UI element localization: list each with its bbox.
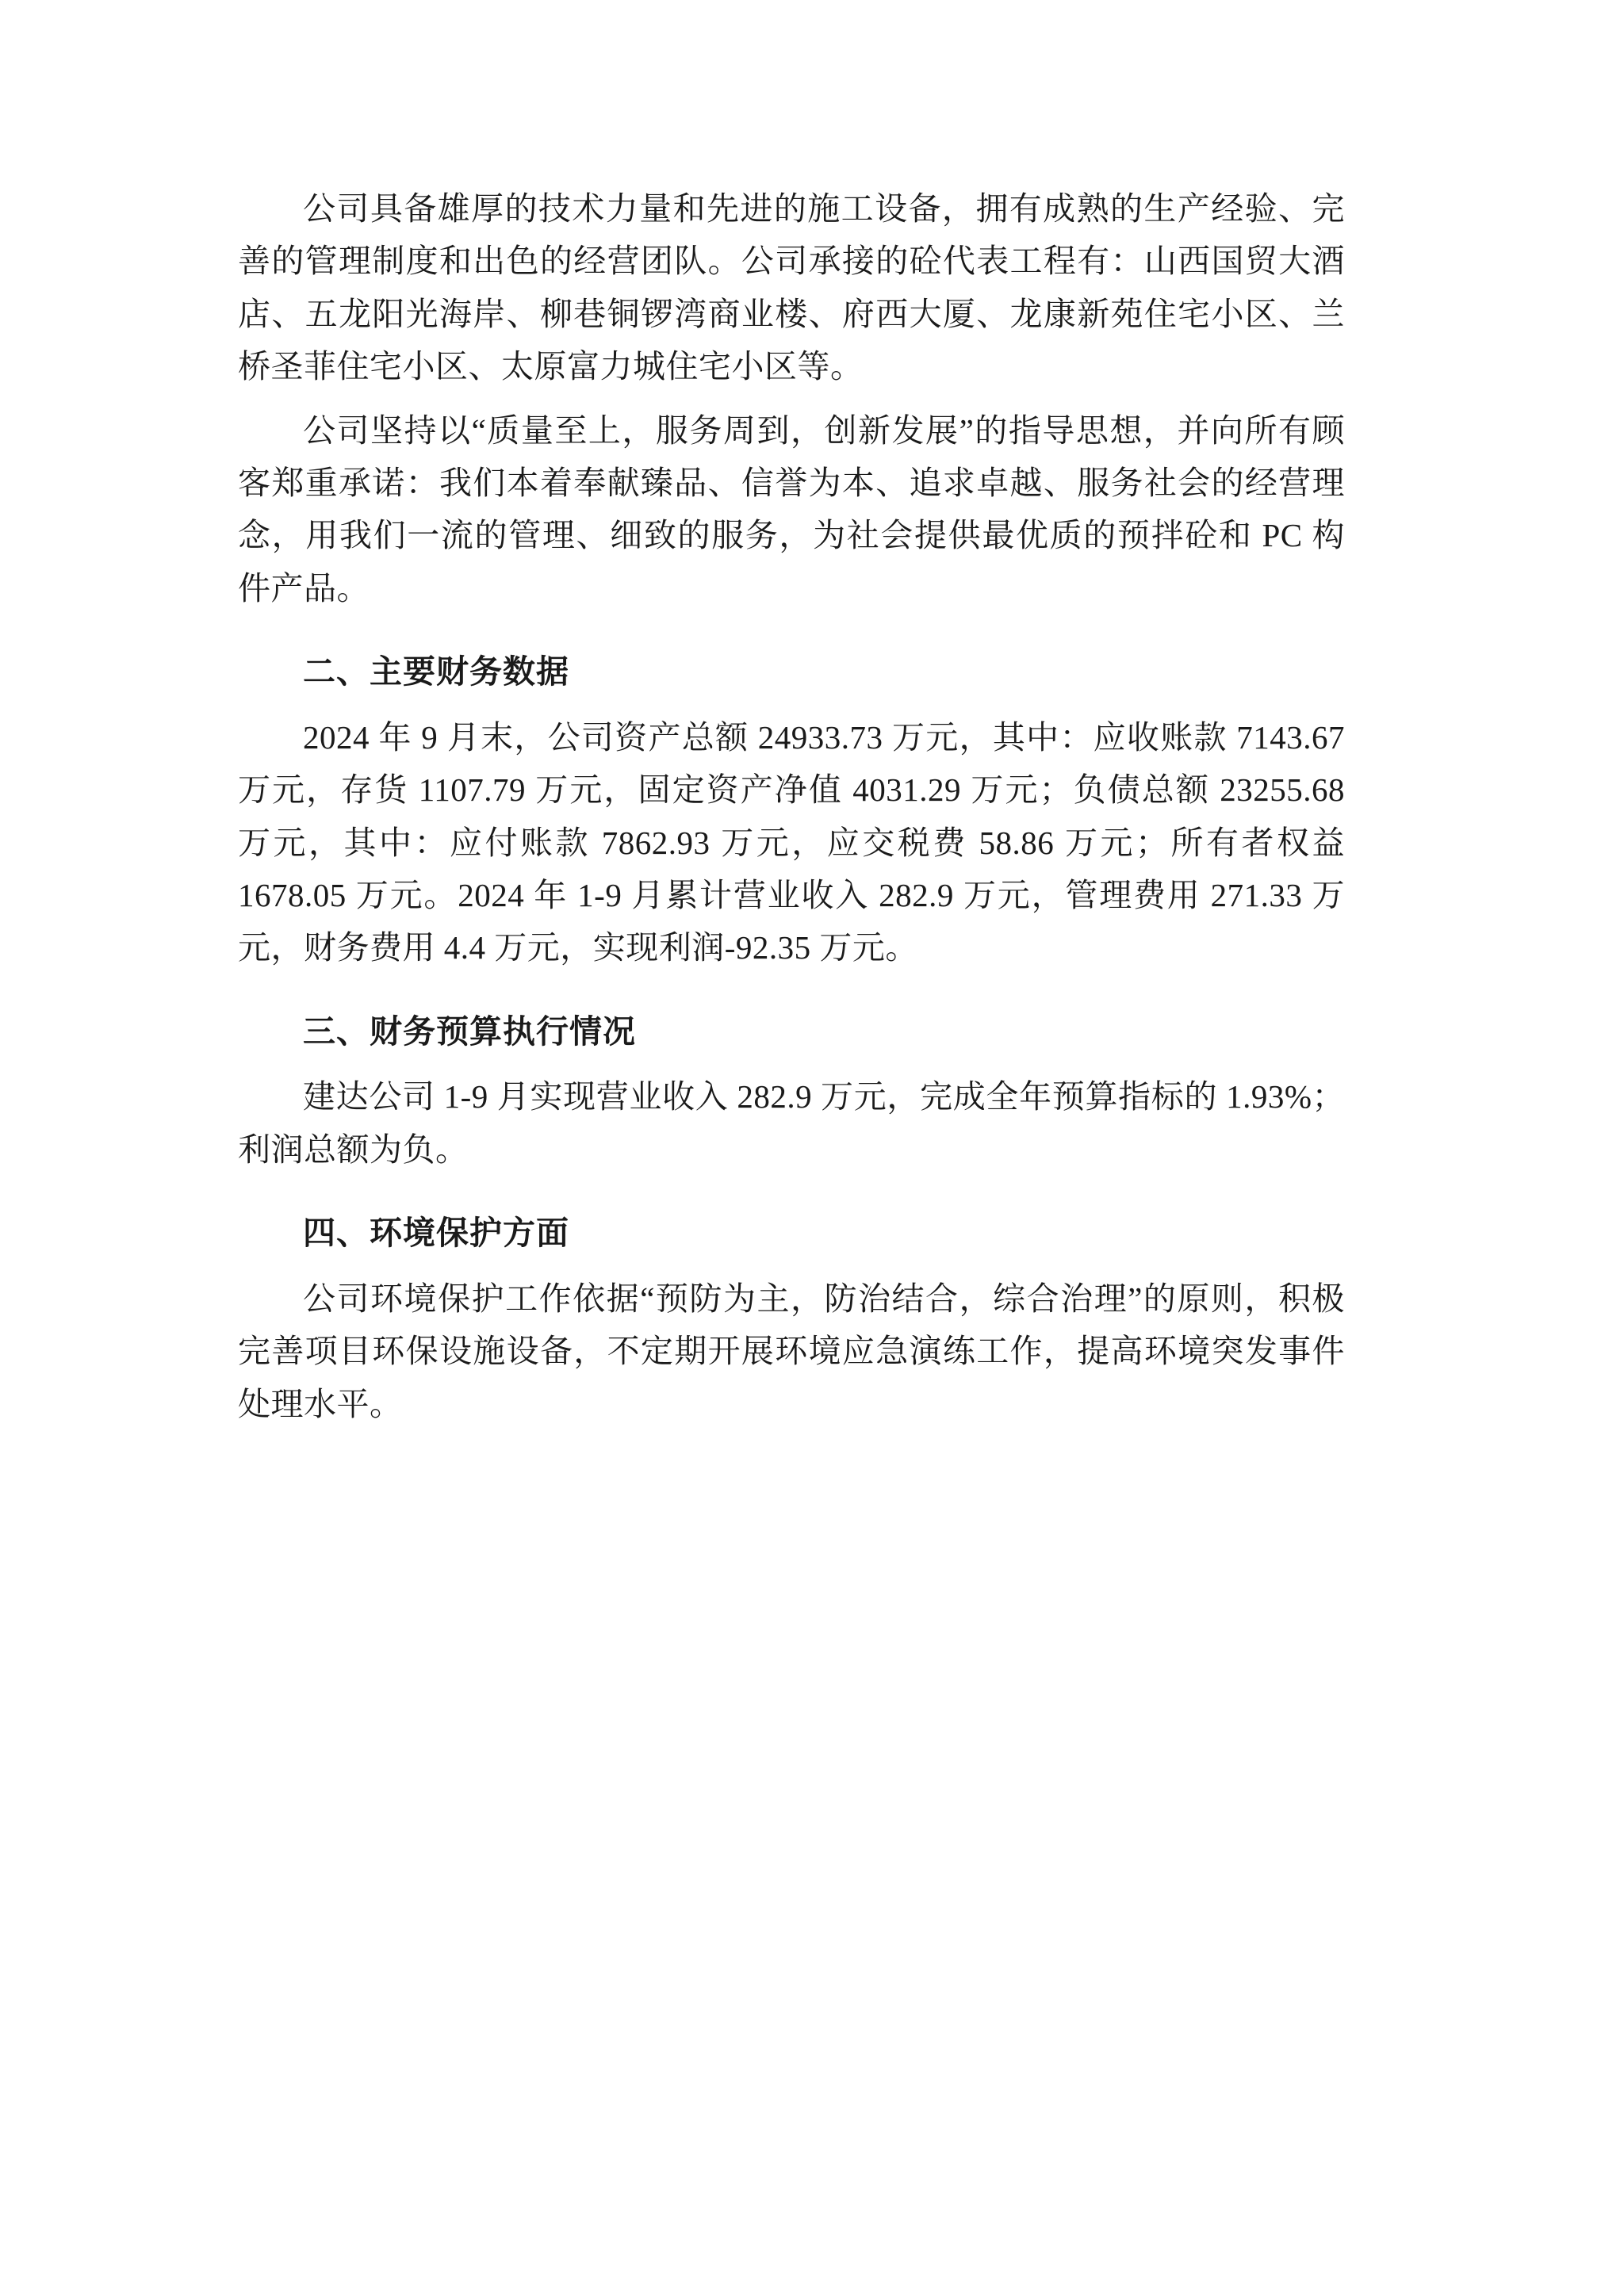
paragraph-budget-execution: 建达公司 1-9 月实现营业收入 282.9 万元，完成全年预算指标的 1.93%；利润总额为负。 [238, 1078, 1345, 1168]
paragraph-company-capability: 公司具备雄厚的技术力量和先进的施工设备，拥有成熟的生产经验、完善的管理制度和出色的经营团队。公司承接的砼代表工程有：山西国贸大酒店、五龙阳光海岸、柳巷铜锣湾商业楼、府西大厦、龙康新苑住宅小区、兰桥圣菲住宅小区、太原富力城住宅小区等。 [238, 190, 1345, 385]
paragraph-financial-data: 2024 年 9 月末，公司资产总额 24933.73 万元，其中：应收账款 7143.67 万元，存货 1107.79 万元，固定资产净值 4031.29 万元；负债总额 23255.68 万元，其中：应付账款 7862.93 万元，应交税费 58.86 万元；所有者权益 1678.05 万元。2024 年 1-9 月累计营业收入 282.9 万元，管理费用 271.33 万元，财务费用 4.4 万元，实现利润-92.35 万元。 [238, 718, 1345, 966]
paragraph-environmental-protection: 公司环境保护工作依据“预防为主，防治结合，综合治理”的原则，积极完善项目环保设施设备，不定期开展环境应急演练工作，提高环境突发事件处理水平。 [238, 1280, 1345, 1422]
heading-environmental-protection: 四、环境保护方面 [303, 1215, 569, 1252]
paragraph-company-commitment: 公司坚持以“质量至上，服务周到，创新发展”的指导思想，并向所有顾客郑重承诺：我们本着奉献臻品、信誉为本、追求卓越、服务社会的经营理念，用我们一流的管理、细致的服务，为社会提供最优质的预拌砼和 PC 构件产品。 [238, 411, 1345, 607]
heading-main-financial-data: 二、主要财务数据 [303, 653, 569, 691]
document-body [238, 182, 1345, 1430]
heading-budget-execution: 三、财务预算执行情况 [303, 1012, 636, 1050]
